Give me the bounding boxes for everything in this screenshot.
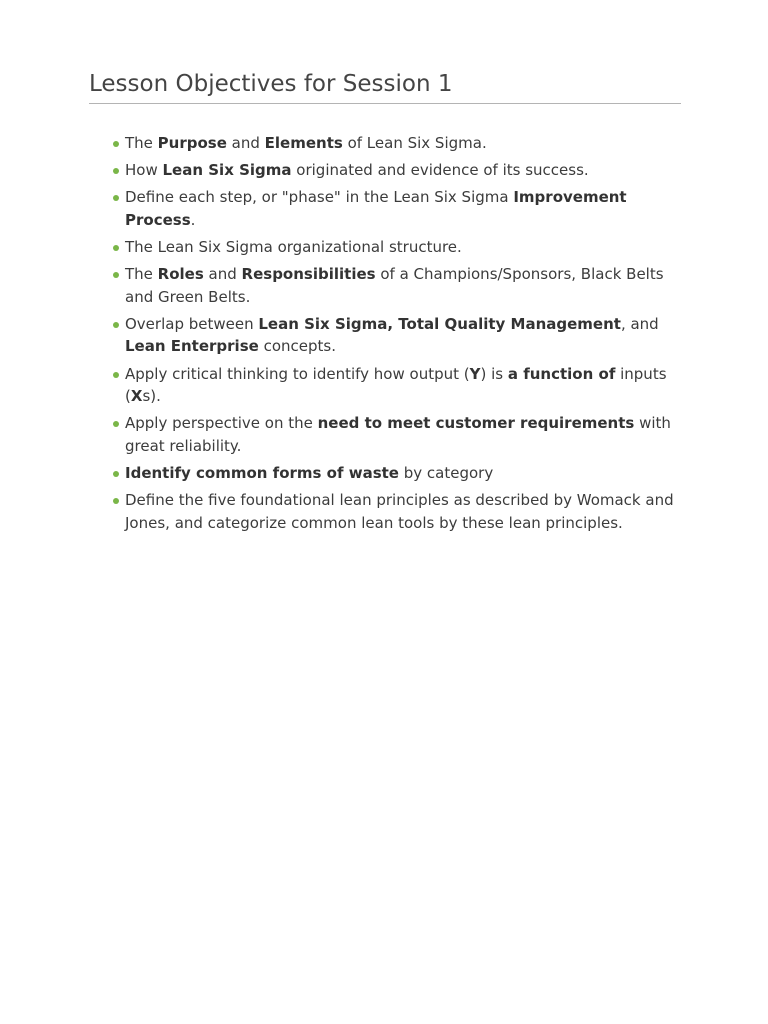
- objective-text: Apply perspective on the: [125, 414, 318, 433]
- objective-item: [113, 363, 681, 408]
- objective-item: [113, 313, 681, 358]
- objective-item: [113, 489, 681, 534]
- bullet-icon: [113, 471, 119, 477]
- objective-item: [113, 132, 681, 155]
- objective-emphasis: Elements: [264, 134, 343, 152]
- objective-item: [113, 159, 681, 182]
- bullet-icon: [113, 322, 119, 328]
- page-title: Lesson Objectives for Session 1: [89, 70, 681, 104]
- objective-text: of Lean Six Sigma.: [342, 134, 487, 152]
- objective-text: by category: [398, 464, 494, 482]
- objective-emphasis: Identify common forms of waste: [125, 464, 399, 482]
- objective-text: inputs (: [125, 364, 667, 406]
- bullet-icon: [113, 195, 119, 201]
- objective-text: concepts.: [258, 337, 336, 356]
- objective-item: [113, 236, 681, 259]
- objective-emphasis: Improvement Process: [125, 188, 627, 229]
- objective-emphasis: a function of: [507, 364, 616, 383]
- objective-item: [113, 263, 681, 308]
- objective-text: Define each step, or "phase" in the Lean Six Sigma: [125, 188, 514, 207]
- objective-emphasis: Lean Enterprise: [125, 337, 259, 356]
- objective-text: s).: [142, 387, 161, 406]
- objective-item: [113, 462, 681, 485]
- objective-emphasis: Purpose: [157, 134, 227, 152]
- bullet-icon: [113, 141, 119, 147]
- objective-text: with great reliability.: [125, 414, 671, 455]
- objective-text: The: [125, 134, 158, 152]
- objective-text: ) is: [480, 364, 508, 383]
- objective-text: How: [125, 161, 163, 180]
- bullet-icon: [113, 372, 119, 378]
- objective-emphasis: need to meet customer requirements: [317, 414, 635, 433]
- bullet-icon: [113, 272, 119, 278]
- objective-text: Apply critical thinking to identify how output (: [125, 364, 470, 383]
- objective-emphasis: X: [130, 387, 143, 406]
- objective-emphasis: Lean Six Sigma: [162, 161, 292, 180]
- objective-text: Define the five foundational lean principles as described by Womack and Jones, and categorize common lean tools by these lean principles.: [125, 491, 674, 532]
- objective-emphasis: Lean Six Sigma, Total Quality Management: [258, 314, 621, 333]
- objective-text: The: [125, 265, 158, 284]
- objective-item: [113, 186, 681, 231]
- objective-item: [113, 412, 681, 457]
- objective-text: originated and evidence of its success.: [291, 161, 589, 180]
- objective-text: Overlap between: [125, 314, 259, 333]
- bullet-icon: [113, 421, 119, 427]
- bullet-icon: [113, 168, 119, 174]
- document-page: [89, 70, 681, 539]
- objective-emphasis: Roles: [157, 265, 204, 284]
- objective-emphasis: Responsibilities: [241, 265, 376, 284]
- objective-text: , and: [620, 314, 659, 333]
- objective-text: and: [203, 265, 242, 284]
- objective-text: .: [190, 210, 196, 229]
- objective-text: and: [226, 134, 265, 152]
- objective-text: of a Champions/Sponsors, Black Belts and Green Belts.: [125, 265, 664, 306]
- objectives-list: [113, 132, 681, 534]
- objective-emphasis: Y: [469, 364, 481, 383]
- bullet-icon: [113, 245, 119, 251]
- bullet-icon: [113, 498, 119, 504]
- objective-text: The Lean Six Sigma organizational structure.: [125, 238, 462, 257]
